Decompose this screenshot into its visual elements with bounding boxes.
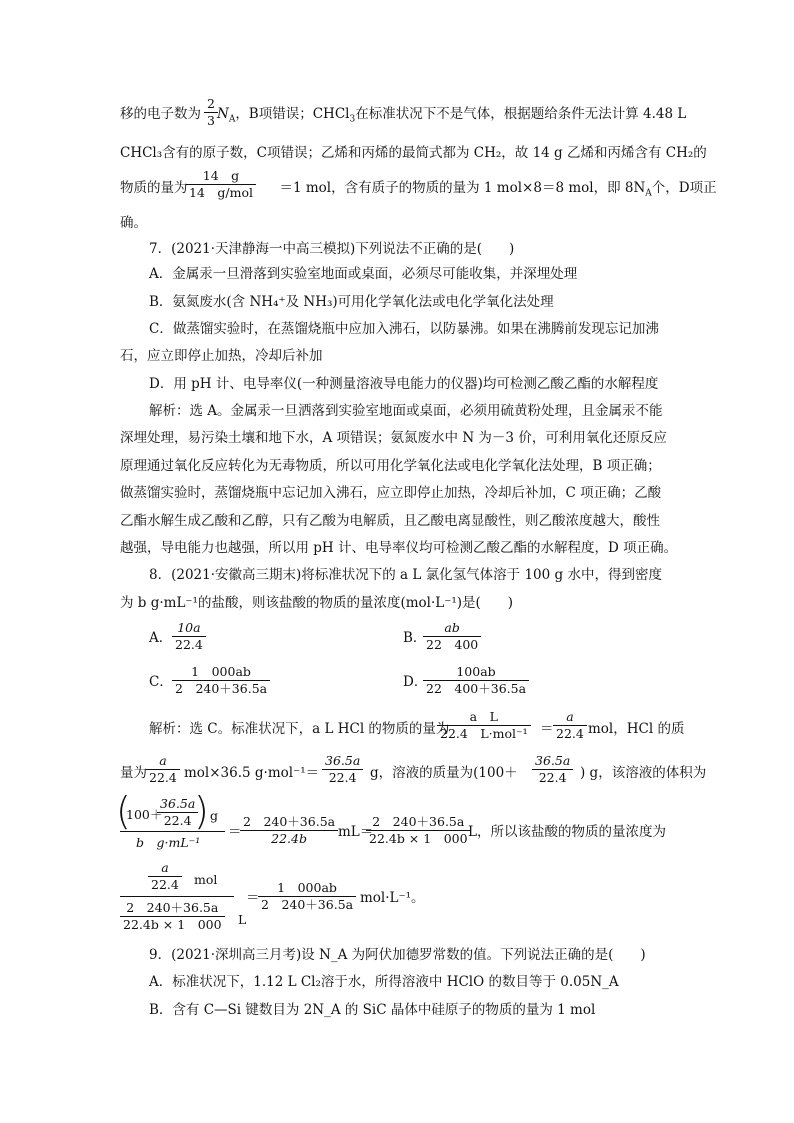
q7-analysis-1: 解析：选 A。金属汞一旦洒落到实验室地面或桌面，必须用硫黄粉处理，且金属汞不能	[149, 403, 663, 419]
q7-option-c-line1: C．做蒸馏实验时，在蒸馏烧瓶中应加入沸石，以防暴沸。如果在沸腾前发现忘记加沸	[149, 321, 659, 337]
q8-analysis-1a: 解析：选 C。标准状况下，a L HCl 的物质的量为	[149, 721, 450, 737]
q7-analysis-4: 做蒸馏实验时，蒸馏烧瓶中忘记加入沸石，应立即停止加热，冷却后补加，C 项正确；乙酸	[120, 485, 662, 501]
q8-analysis-2b: mol×36.5 g·mol⁻¹＝	[184, 765, 320, 781]
q9-stem: 9．(2021·深圳高三月考)设 N_A 为阿伏加德罗常数的值。下列说法正确的是( )	[149, 947, 646, 963]
q8-ana3-inner-pre: 100＋	[126, 807, 163, 822]
q7-analysis-2: 深埋处理，易污染土壤和地下水，A 项错误；氨氮废水中 N 为－3 价，可利用氧化还原反应	[120, 430, 667, 446]
q8-ana3-fraction-bar	[120, 831, 225, 832]
q8-ana4-result-frac: $\frac{1 000ab}{2 240+36.5a}$	[258, 880, 356, 913]
q8-ana4-unit: mol·L⁻¹。	[360, 890, 425, 906]
q8-option-b-fraction: $\frac{ab}{22 400}$	[423, 620, 481, 653]
q8-ana3-tail: L，所以该盐酸的物质的量浓度为	[468, 824, 666, 840]
q8-ana4-L: L	[238, 912, 247, 927]
q8-option-a-fraction: $\frac{10a}{22.4}$	[172, 620, 206, 653]
q7-option-d: D．用 pH 计、电导率仪(一种测量溶液导电能力的仪器)均可检测乙酸乙酯的水解程度	[149, 376, 659, 392]
q8-ana3-eq1: ＝	[228, 824, 242, 840]
continuation-line-2: CHCl₃含有的原子数，C项错误；乙烯和丙烯的最简式都为 CH₂，故 14 g 乙烯和丙烯含有 CH₂的	[120, 145, 707, 161]
q8-ana2-frac3: $\frac{36.5a}{22.4}$	[532, 753, 573, 786]
q8-option-a-label: A．	[149, 630, 173, 646]
q8-ana3-gram: g	[210, 808, 219, 823]
q8-option-c-label: C．	[149, 674, 173, 690]
q7-stem: 7．(2021·天津静海一中高三模拟)下列说法不正确的是( )	[149, 241, 515, 257]
q9-option-b: B．含有 C—Si 键数目为 2N_A 的 SiC 晶体中硅原子的物质的量为 1 mol	[149, 1002, 596, 1018]
q7-option-b: B．氨氮废水(含 NH₄⁺及 NH₃)可用化学氧化法或电化学氧化法处理	[149, 294, 554, 310]
q8-ana3-den: b g·mL⁻¹	[136, 835, 201, 850]
q8-analysis-1b: mol，HCl 的质	[588, 721, 685, 737]
q8-ana4-bottom-frac: $\frac{2 240+36.5a}{22.4b \times 1 000}$	[120, 900, 225, 933]
continuation-line-4: 确。	[120, 215, 147, 231]
q8-ana3-ml: mL＝	[338, 824, 374, 840]
q8-option-b-label: B．	[403, 630, 427, 646]
q8-analysis-2c: g，溶液的质量为(100＋	[370, 765, 518, 781]
q8-stem-1: 8．(2021·安徽高三期末)将标准状况下的 a L 氯化氢气体溶于 100 g 水中，得到密度	[149, 567, 662, 583]
q8-ana3-frac2: $\frac{2 240+36.5a}{22.4b}$	[240, 814, 338, 847]
q8-option-d-label: D．	[403, 674, 428, 690]
q7-analysis-5: 乙酯水解生成乙酸和乙醇，只有乙酸为电解质，且乙酸电离显酸性，则乙酸浓度越大，酸性	[120, 513, 660, 529]
q8-analysis-2d: ) g，该溶液的体积为	[580, 765, 707, 781]
q7-option-a: A．金属汞一旦滑落到实验室地面或桌面，必须尽可能收集，并深埋处理	[149, 266, 578, 282]
q8-option-d-fraction: $\frac{100ab}{22 400+36.5a}$	[423, 664, 529, 697]
q8-ana2-frac2: $\frac{36.5a}{22.4}$	[322, 753, 363, 786]
fraction-two-thirds: $\frac{2}{3}$	[204, 96, 218, 129]
q7-analysis-3: 原理通过氧化反应转化为无毒物质，所以可用化学氧化法或电化学氧化法处理，B 项正确；	[120, 458, 661, 474]
q7-analysis-6: 越强，导电能力也越强，所以用 pH 计、电导率仪均可检测乙酸乙酯的水解程度，D 项正确。	[120, 540, 678, 556]
q8-ana4-eq: ＝	[246, 890, 260, 906]
fraction-14g-over-14gmol: 14 g 14 g/mol	[186, 168, 256, 201]
q8-ana2-frac1: $\frac{a}{22.4}$	[146, 753, 180, 786]
paren-left: (	[116, 789, 131, 833]
q8-ana3-inner-frac: $\frac{36.5a}{22.4}$	[157, 796, 198, 829]
q8-analysis-2a: 量为	[120, 765, 147, 781]
continuation-line-3: 物质的量为 ＝1 mol，含有质子的物质的量为 1 mol×8＝8 mol，即 $8N_A$个，D项正	[120, 180, 717, 199]
q9-option-a: A．标准状况下，1.12 L Cl₂溶于水，所得溶液中 HClO 的数目等于 0.05N_A	[149, 974, 619, 990]
q8-ana4-mol: mol	[194, 872, 218, 887]
q8-ana1-frac2: $\frac{a}{22.4}$	[553, 709, 587, 742]
q8-option-c-fraction: $\frac{1 000ab}{2 240+36.5a}$	[172, 664, 270, 697]
q8-ana4-main-bar	[120, 896, 234, 897]
q8-ana1-equals: ＝	[540, 721, 554, 737]
paren-right: )	[194, 789, 209, 833]
q7-option-c-line2: 石，应立即停止加热，冷却后补加	[120, 348, 323, 364]
continuation-line-1: 移的电子数为 $N_A$，B项错误；CHCl$_3$在标准状况下不是气体，根据题给条件无法计算 4.48 L	[120, 106, 687, 125]
q8-ana4-top-frac: $\frac{a}{22.4}$	[148, 860, 182, 893]
q8-ana1-frac1: a L 22.4 L·mol⁻¹	[437, 709, 531, 742]
q8-stem-2: 为 b g·mL⁻¹的盐酸，则该盐酸的物质的量浓度(mol·L⁻¹)是( )	[120, 595, 514, 611]
q8-ana3-frac3: $\frac{2 240+36.5a}{22.4b \times 1 000}$	[366, 814, 471, 847]
